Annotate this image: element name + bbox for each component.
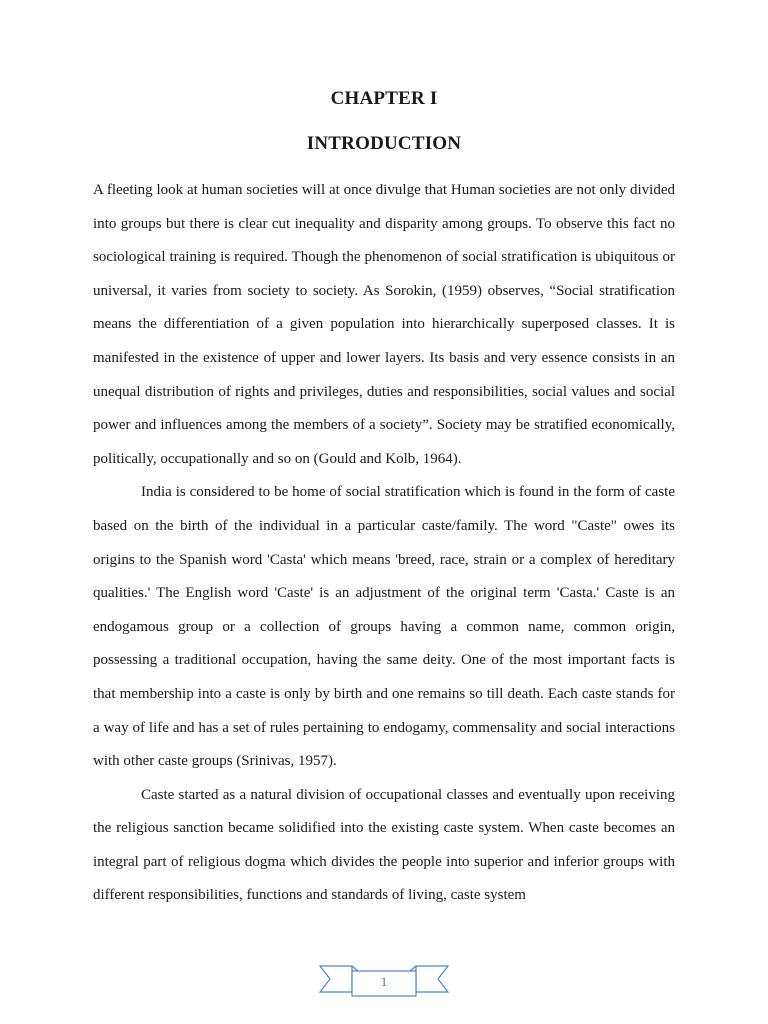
body-text bbox=[93, 174, 675, 913]
chapter-number: CHAPTER I bbox=[330, 88, 438, 109]
chapter-title: INTRODUCTION bbox=[306, 133, 462, 154]
page-number: 1 bbox=[380, 974, 388, 989]
paragraph-2: India is considered to be home of social stratification which is found in the form of caste based on the birth of the individual in a particular caste/family. The word "Caste" owes its origins to the Spanish word 'Casta' which means 'breed, race, strain or a complex of hereditary qualities.' The English word 'Caste' is an adjustment of the original term 'Casta.' Caste is an endogamous group or a collection of groups having a common name, common origin, possessing a traditional occupation, having the same deity. One of the most important facts is that membership into a caste is only by birth and one remains so till death. Each caste stands for a way of life and has a set of rules pertaining to endogamy, commensality and social interactions with other caste groups (Srinivas, 1957). bbox=[93, 484, 675, 770]
paragraph-1: A fleeting look at human societies will at once divulge that Human societies are not only divided into groups but there is clear cut inequality and disparity among groups. To observe this fact no sociological training is required. Though the phenomenon of social stratification is ubiquitous or universal, it varies from society to society. As Sorokin, (1959) observes, “Social stratification means the differentiation of a given population into hierarchically superposed classes. It is manifested in the existence of upper and lower layers. Its basis and very essence consists in an unequal distribution of rights and privileges, duties and responsibilities, social values and social power and influences among the members of a society”. Society may be stratified economically, politically, occupationally and so on (Gould and Kolb, 1964). bbox=[93, 182, 675, 467]
page-number-ribbon bbox=[318, 962, 450, 998]
paragraph-3: Caste started as a natural division of occupational classes and eventually upon receiving the religious sanction became solidified into the existing caste system. When caste becomes an integral part of religious dogma which divides the people into superior and inferior groups with different responsibilities, functions and standards of living, caste system bbox=[93, 786, 675, 904]
